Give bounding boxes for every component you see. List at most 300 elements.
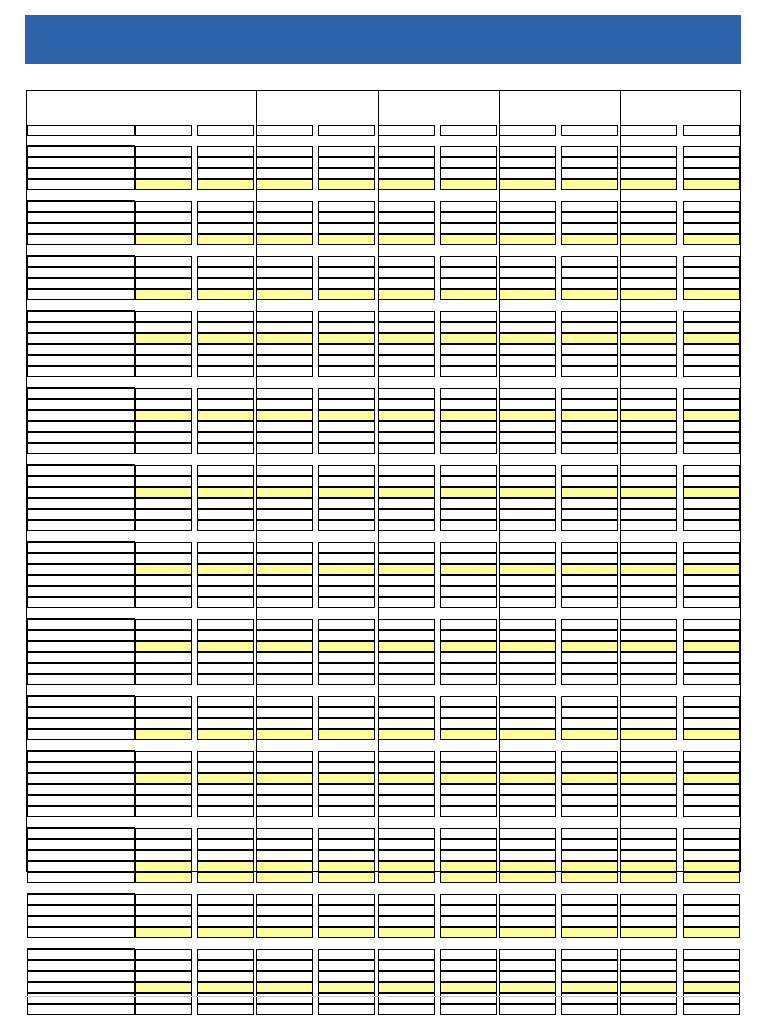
data-cell[interactable] xyxy=(197,949,254,960)
data-cell[interactable] xyxy=(561,894,618,905)
highlighted-cell[interactable] xyxy=(197,234,254,245)
data-cell[interactable] xyxy=(620,597,677,608)
highlighted-cell[interactable] xyxy=(440,333,497,344)
data-cell[interactable] xyxy=(318,586,375,597)
data-cell[interactable] xyxy=(499,916,556,927)
data-cell[interactable] xyxy=(135,520,192,531)
highlighted-cell[interactable] xyxy=(256,234,313,245)
data-cell[interactable] xyxy=(620,465,677,476)
data-cell[interactable] xyxy=(135,751,192,762)
highlighted-cell[interactable] xyxy=(620,872,677,883)
data-cell[interactable] xyxy=(135,630,192,641)
data-cell[interactable] xyxy=(620,993,677,1004)
highlighted-cell[interactable] xyxy=(683,927,740,938)
highlighted-cell[interactable] xyxy=(620,333,677,344)
data-cell[interactable] xyxy=(318,575,375,586)
data-cell[interactable] xyxy=(561,586,618,597)
data-cell[interactable] xyxy=(256,366,313,377)
data-cell[interactable] xyxy=(561,828,618,839)
data-cell[interactable] xyxy=(318,784,375,795)
data-cell[interactable] xyxy=(318,542,375,553)
data-cell[interactable] xyxy=(499,1004,556,1015)
highlighted-cell[interactable] xyxy=(620,179,677,190)
data-cell[interactable] xyxy=(620,806,677,817)
data-cell[interactable] xyxy=(683,1004,740,1015)
highlighted-cell[interactable] xyxy=(683,773,740,784)
highlighted-cell[interactable] xyxy=(683,487,740,498)
highlighted-cell[interactable] xyxy=(499,641,556,652)
data-cell[interactable] xyxy=(378,905,435,916)
highlighted-cell[interactable] xyxy=(378,982,435,993)
highlighted-cell[interactable] xyxy=(499,289,556,300)
data-cell[interactable] xyxy=(378,751,435,762)
data-cell[interactable] xyxy=(378,256,435,267)
data-cell[interactable] xyxy=(197,850,254,861)
data-cell[interactable] xyxy=(135,125,192,136)
highlighted-cell[interactable] xyxy=(499,333,556,344)
data-cell[interactable] xyxy=(440,850,497,861)
data-cell[interactable] xyxy=(318,168,375,179)
data-cell[interactable] xyxy=(318,707,375,718)
data-cell[interactable] xyxy=(318,465,375,476)
data-cell[interactable] xyxy=(561,960,618,971)
data-cell[interactable] xyxy=(197,894,254,905)
data-cell[interactable] xyxy=(135,597,192,608)
data-cell[interactable] xyxy=(683,971,740,982)
data-cell[interactable] xyxy=(197,663,254,674)
data-cell[interactable] xyxy=(620,125,677,136)
data-cell[interactable] xyxy=(499,652,556,663)
data-cell[interactable] xyxy=(440,256,497,267)
data-cell[interactable] xyxy=(318,125,375,136)
data-cell[interactable] xyxy=(378,707,435,718)
data-cell[interactable] xyxy=(440,828,497,839)
data-cell[interactable] xyxy=(256,652,313,663)
data-cell[interactable] xyxy=(440,125,497,136)
data-cell[interactable] xyxy=(683,465,740,476)
data-cell[interactable] xyxy=(135,916,192,927)
data-cell[interactable] xyxy=(620,630,677,641)
data-cell[interactable] xyxy=(135,432,192,443)
data-cell[interactable] xyxy=(620,432,677,443)
highlighted-cell[interactable] xyxy=(620,564,677,575)
data-cell[interactable] xyxy=(683,355,740,366)
highlighted-cell[interactable] xyxy=(135,234,192,245)
data-cell[interactable] xyxy=(561,751,618,762)
highlighted-cell[interactable] xyxy=(318,487,375,498)
data-cell[interactable] xyxy=(499,388,556,399)
data-cell[interactable] xyxy=(499,575,556,586)
data-cell[interactable] xyxy=(683,125,740,136)
data-cell[interactable] xyxy=(683,553,740,564)
data-cell[interactable] xyxy=(620,905,677,916)
data-cell[interactable] xyxy=(197,157,254,168)
data-cell[interactable] xyxy=(499,256,556,267)
data-cell[interactable] xyxy=(318,476,375,487)
highlighted-cell[interactable] xyxy=(499,773,556,784)
data-cell[interactable] xyxy=(318,993,375,1004)
data-cell[interactable] xyxy=(318,509,375,520)
data-cell[interactable] xyxy=(378,971,435,982)
data-cell[interactable] xyxy=(378,652,435,663)
data-cell[interactable] xyxy=(135,1004,192,1015)
data-cell[interactable] xyxy=(378,125,435,136)
highlighted-cell[interactable] xyxy=(256,179,313,190)
data-cell[interactable] xyxy=(683,674,740,685)
data-cell[interactable] xyxy=(499,476,556,487)
data-cell[interactable] xyxy=(256,399,313,410)
highlighted-cell[interactable] xyxy=(197,729,254,740)
data-cell[interactable] xyxy=(561,784,618,795)
data-cell[interactable] xyxy=(499,751,556,762)
highlighted-cell[interactable] xyxy=(197,333,254,344)
data-cell[interactable] xyxy=(620,520,677,531)
data-cell[interactable] xyxy=(135,828,192,839)
data-cell[interactable] xyxy=(499,465,556,476)
data-cell[interactable] xyxy=(620,509,677,520)
highlighted-cell[interactable] xyxy=(256,729,313,740)
data-cell[interactable] xyxy=(499,586,556,597)
data-cell[interactable] xyxy=(561,355,618,366)
data-cell[interactable] xyxy=(197,586,254,597)
data-cell[interactable] xyxy=(135,498,192,509)
highlighted-cell[interactable] xyxy=(440,729,497,740)
data-cell[interactable] xyxy=(378,157,435,168)
data-cell[interactable] xyxy=(378,465,435,476)
data-cell[interactable] xyxy=(256,432,313,443)
data-cell[interactable] xyxy=(620,168,677,179)
highlighted-cell[interactable] xyxy=(683,179,740,190)
data-cell[interactable] xyxy=(135,509,192,520)
data-cell[interactable] xyxy=(440,201,497,212)
data-cell[interactable] xyxy=(378,432,435,443)
data-cell[interactable] xyxy=(256,630,313,641)
data-cell[interactable] xyxy=(683,993,740,1004)
data-cell[interactable] xyxy=(135,355,192,366)
data-cell[interactable] xyxy=(318,828,375,839)
data-cell[interactable] xyxy=(620,223,677,234)
data-cell[interactable] xyxy=(256,125,313,136)
data-cell[interactable] xyxy=(197,553,254,564)
data-cell[interactable] xyxy=(197,971,254,982)
data-cell[interactable] xyxy=(256,278,313,289)
data-cell[interactable] xyxy=(683,630,740,641)
data-cell[interactable] xyxy=(561,553,618,564)
data-cell[interactable] xyxy=(499,828,556,839)
data-cell[interactable] xyxy=(683,663,740,674)
data-cell[interactable] xyxy=(197,960,254,971)
data-cell[interactable] xyxy=(561,949,618,960)
data-cell[interactable] xyxy=(440,707,497,718)
highlighted-cell[interactable] xyxy=(620,861,677,872)
highlighted-cell[interactable] xyxy=(197,641,254,652)
highlighted-cell[interactable] xyxy=(318,333,375,344)
data-cell[interactable] xyxy=(499,542,556,553)
data-cell[interactable] xyxy=(683,542,740,553)
data-cell[interactable] xyxy=(197,696,254,707)
data-cell[interactable] xyxy=(499,432,556,443)
data-cell[interactable] xyxy=(378,597,435,608)
data-cell[interactable] xyxy=(135,399,192,410)
data-cell[interactable] xyxy=(135,619,192,630)
data-cell[interactable] xyxy=(561,421,618,432)
highlighted-cell[interactable] xyxy=(683,982,740,993)
data-cell[interactable] xyxy=(440,542,497,553)
data-cell[interactable] xyxy=(378,619,435,630)
highlighted-cell[interactable] xyxy=(378,564,435,575)
data-cell[interactable] xyxy=(683,828,740,839)
data-cell[interactable] xyxy=(440,223,497,234)
data-cell[interactable] xyxy=(256,498,313,509)
data-cell[interactable] xyxy=(378,828,435,839)
data-cell[interactable] xyxy=(256,993,313,1004)
data-cell[interactable] xyxy=(318,905,375,916)
data-cell[interactable] xyxy=(683,762,740,773)
data-cell[interactable] xyxy=(135,839,192,850)
data-cell[interactable] xyxy=(683,344,740,355)
highlighted-cell[interactable] xyxy=(135,333,192,344)
data-cell[interactable] xyxy=(561,168,618,179)
data-cell[interactable] xyxy=(256,575,313,586)
data-cell[interactable] xyxy=(378,586,435,597)
highlighted-cell[interactable] xyxy=(197,410,254,421)
highlighted-cell[interactable] xyxy=(318,861,375,872)
data-cell[interactable] xyxy=(683,388,740,399)
data-cell[interactable] xyxy=(197,1004,254,1015)
data-cell[interactable] xyxy=(256,542,313,553)
data-cell[interactable] xyxy=(135,311,192,322)
data-cell[interactable] xyxy=(440,652,497,663)
highlighted-cell[interactable] xyxy=(499,872,556,883)
highlighted-cell[interactable] xyxy=(256,564,313,575)
data-cell[interactable] xyxy=(135,212,192,223)
highlighted-cell[interactable] xyxy=(135,641,192,652)
data-cell[interactable] xyxy=(378,267,435,278)
highlighted-cell[interactable] xyxy=(318,179,375,190)
highlighted-cell[interactable] xyxy=(440,410,497,421)
data-cell[interactable] xyxy=(683,916,740,927)
data-cell[interactable] xyxy=(561,388,618,399)
data-cell[interactable] xyxy=(561,839,618,850)
data-cell[interactable] xyxy=(683,586,740,597)
data-cell[interactable] xyxy=(318,399,375,410)
data-cell[interactable] xyxy=(440,520,497,531)
data-cell[interactable] xyxy=(683,476,740,487)
data-cell[interactable] xyxy=(197,146,254,157)
data-cell[interactable] xyxy=(499,498,556,509)
data-cell[interactable] xyxy=(135,971,192,982)
data-cell[interactable] xyxy=(620,278,677,289)
data-cell[interactable] xyxy=(197,707,254,718)
highlighted-cell[interactable] xyxy=(378,927,435,938)
highlighted-cell[interactable] xyxy=(197,982,254,993)
data-cell[interactable] xyxy=(135,366,192,377)
data-cell[interactable] xyxy=(561,201,618,212)
data-cell[interactable] xyxy=(561,311,618,322)
data-cell[interactable] xyxy=(683,949,740,960)
highlighted-cell[interactable] xyxy=(561,872,618,883)
data-cell[interactable] xyxy=(378,322,435,333)
data-cell[interactable] xyxy=(561,971,618,982)
highlighted-cell[interactable] xyxy=(440,641,497,652)
data-cell[interactable] xyxy=(561,575,618,586)
highlighted-cell[interactable] xyxy=(620,729,677,740)
data-cell[interactable] xyxy=(440,751,497,762)
data-cell[interactable] xyxy=(499,366,556,377)
highlighted-cell[interactable] xyxy=(683,289,740,300)
data-cell[interactable] xyxy=(256,355,313,366)
data-cell[interactable] xyxy=(499,619,556,630)
data-cell[interactable] xyxy=(378,762,435,773)
data-cell[interactable] xyxy=(561,256,618,267)
data-cell[interactable] xyxy=(561,850,618,861)
data-cell[interactable] xyxy=(256,839,313,850)
data-cell[interactable] xyxy=(683,311,740,322)
data-cell[interactable] xyxy=(620,388,677,399)
data-cell[interactable] xyxy=(683,223,740,234)
highlighted-cell[interactable] xyxy=(135,487,192,498)
data-cell[interactable] xyxy=(378,795,435,806)
highlighted-cell[interactable] xyxy=(561,982,618,993)
data-cell[interactable] xyxy=(561,498,618,509)
data-cell[interactable] xyxy=(561,278,618,289)
data-cell[interactable] xyxy=(378,421,435,432)
data-cell[interactable] xyxy=(197,399,254,410)
data-cell[interactable] xyxy=(318,157,375,168)
highlighted-cell[interactable] xyxy=(440,773,497,784)
data-cell[interactable] xyxy=(135,674,192,685)
data-cell[interactable] xyxy=(378,839,435,850)
data-cell[interactable] xyxy=(318,806,375,817)
highlighted-cell[interactable] xyxy=(683,564,740,575)
data-cell[interactable] xyxy=(318,696,375,707)
data-cell[interactable] xyxy=(683,806,740,817)
data-cell[interactable] xyxy=(197,125,254,136)
highlighted-cell[interactable] xyxy=(440,234,497,245)
data-cell[interactable] xyxy=(378,916,435,927)
data-cell[interactable] xyxy=(620,553,677,564)
data-cell[interactable] xyxy=(683,707,740,718)
data-cell[interactable] xyxy=(256,828,313,839)
data-cell[interactable] xyxy=(440,498,497,509)
data-cell[interactable] xyxy=(197,652,254,663)
data-cell[interactable] xyxy=(620,751,677,762)
data-cell[interactable] xyxy=(318,630,375,641)
data-cell[interactable] xyxy=(620,146,677,157)
data-cell[interactable] xyxy=(440,388,497,399)
data-cell[interactable] xyxy=(440,960,497,971)
data-cell[interactable] xyxy=(318,256,375,267)
highlighted-cell[interactable] xyxy=(561,289,618,300)
data-cell[interactable] xyxy=(561,993,618,1004)
data-cell[interactable] xyxy=(378,509,435,520)
data-cell[interactable] xyxy=(620,850,677,861)
data-cell[interactable] xyxy=(318,619,375,630)
data-cell[interactable] xyxy=(378,168,435,179)
data-cell[interactable] xyxy=(440,586,497,597)
data-cell[interactable] xyxy=(318,850,375,861)
data-cell[interactable] xyxy=(683,146,740,157)
highlighted-cell[interactable] xyxy=(499,927,556,938)
highlighted-cell[interactable] xyxy=(135,179,192,190)
highlighted-cell[interactable] xyxy=(440,289,497,300)
data-cell[interactable] xyxy=(499,125,556,136)
data-cell[interactable] xyxy=(620,894,677,905)
highlighted-cell[interactable] xyxy=(256,333,313,344)
data-cell[interactable] xyxy=(256,146,313,157)
data-cell[interactable] xyxy=(135,421,192,432)
highlighted-cell[interactable] xyxy=(561,861,618,872)
highlighted-cell[interactable] xyxy=(561,410,618,421)
highlighted-cell[interactable] xyxy=(378,729,435,740)
data-cell[interactable] xyxy=(440,168,497,179)
highlighted-cell[interactable] xyxy=(135,861,192,872)
data-cell[interactable] xyxy=(256,267,313,278)
data-cell[interactable] xyxy=(197,432,254,443)
data-cell[interactable] xyxy=(378,520,435,531)
data-cell[interactable] xyxy=(683,795,740,806)
data-cell[interactable] xyxy=(440,443,497,454)
data-cell[interactable] xyxy=(318,322,375,333)
data-cell[interactable] xyxy=(135,960,192,971)
data-cell[interactable] xyxy=(378,553,435,564)
data-cell[interactable] xyxy=(256,223,313,234)
highlighted-cell[interactable] xyxy=(378,861,435,872)
data-cell[interactable] xyxy=(256,718,313,729)
data-cell[interactable] xyxy=(561,520,618,531)
data-cell[interactable] xyxy=(683,498,740,509)
data-cell[interactable] xyxy=(440,1004,497,1015)
data-cell[interactable] xyxy=(620,399,677,410)
highlighted-cell[interactable] xyxy=(620,927,677,938)
data-cell[interactable] xyxy=(256,696,313,707)
data-cell[interactable] xyxy=(197,597,254,608)
data-cell[interactable] xyxy=(440,663,497,674)
data-cell[interactable] xyxy=(318,652,375,663)
data-cell[interactable] xyxy=(135,652,192,663)
highlighted-cell[interactable] xyxy=(440,564,497,575)
highlighted-cell[interactable] xyxy=(620,773,677,784)
data-cell[interactable] xyxy=(197,784,254,795)
data-cell[interactable] xyxy=(683,960,740,971)
data-cell[interactable] xyxy=(499,696,556,707)
data-cell[interactable] xyxy=(256,586,313,597)
data-cell[interactable] xyxy=(499,806,556,817)
data-cell[interactable] xyxy=(256,168,313,179)
highlighted-cell[interactable] xyxy=(197,487,254,498)
data-cell[interactable] xyxy=(197,278,254,289)
data-cell[interactable] xyxy=(620,421,677,432)
data-cell[interactable] xyxy=(561,476,618,487)
data-cell[interactable] xyxy=(440,905,497,916)
data-cell[interactable] xyxy=(197,344,254,355)
data-cell[interactable] xyxy=(256,905,313,916)
data-cell[interactable] xyxy=(561,916,618,927)
data-cell[interactable] xyxy=(499,894,556,905)
data-cell[interactable] xyxy=(378,718,435,729)
data-cell[interactable] xyxy=(620,344,677,355)
data-cell[interactable] xyxy=(318,388,375,399)
data-cell[interactable] xyxy=(499,949,556,960)
data-cell[interactable] xyxy=(135,201,192,212)
data-cell[interactable] xyxy=(683,267,740,278)
data-cell[interactable] xyxy=(683,751,740,762)
data-cell[interactable] xyxy=(499,905,556,916)
data-cell[interactable] xyxy=(683,718,740,729)
data-cell[interactable] xyxy=(378,223,435,234)
highlighted-cell[interactable] xyxy=(499,861,556,872)
data-cell[interactable] xyxy=(683,905,740,916)
